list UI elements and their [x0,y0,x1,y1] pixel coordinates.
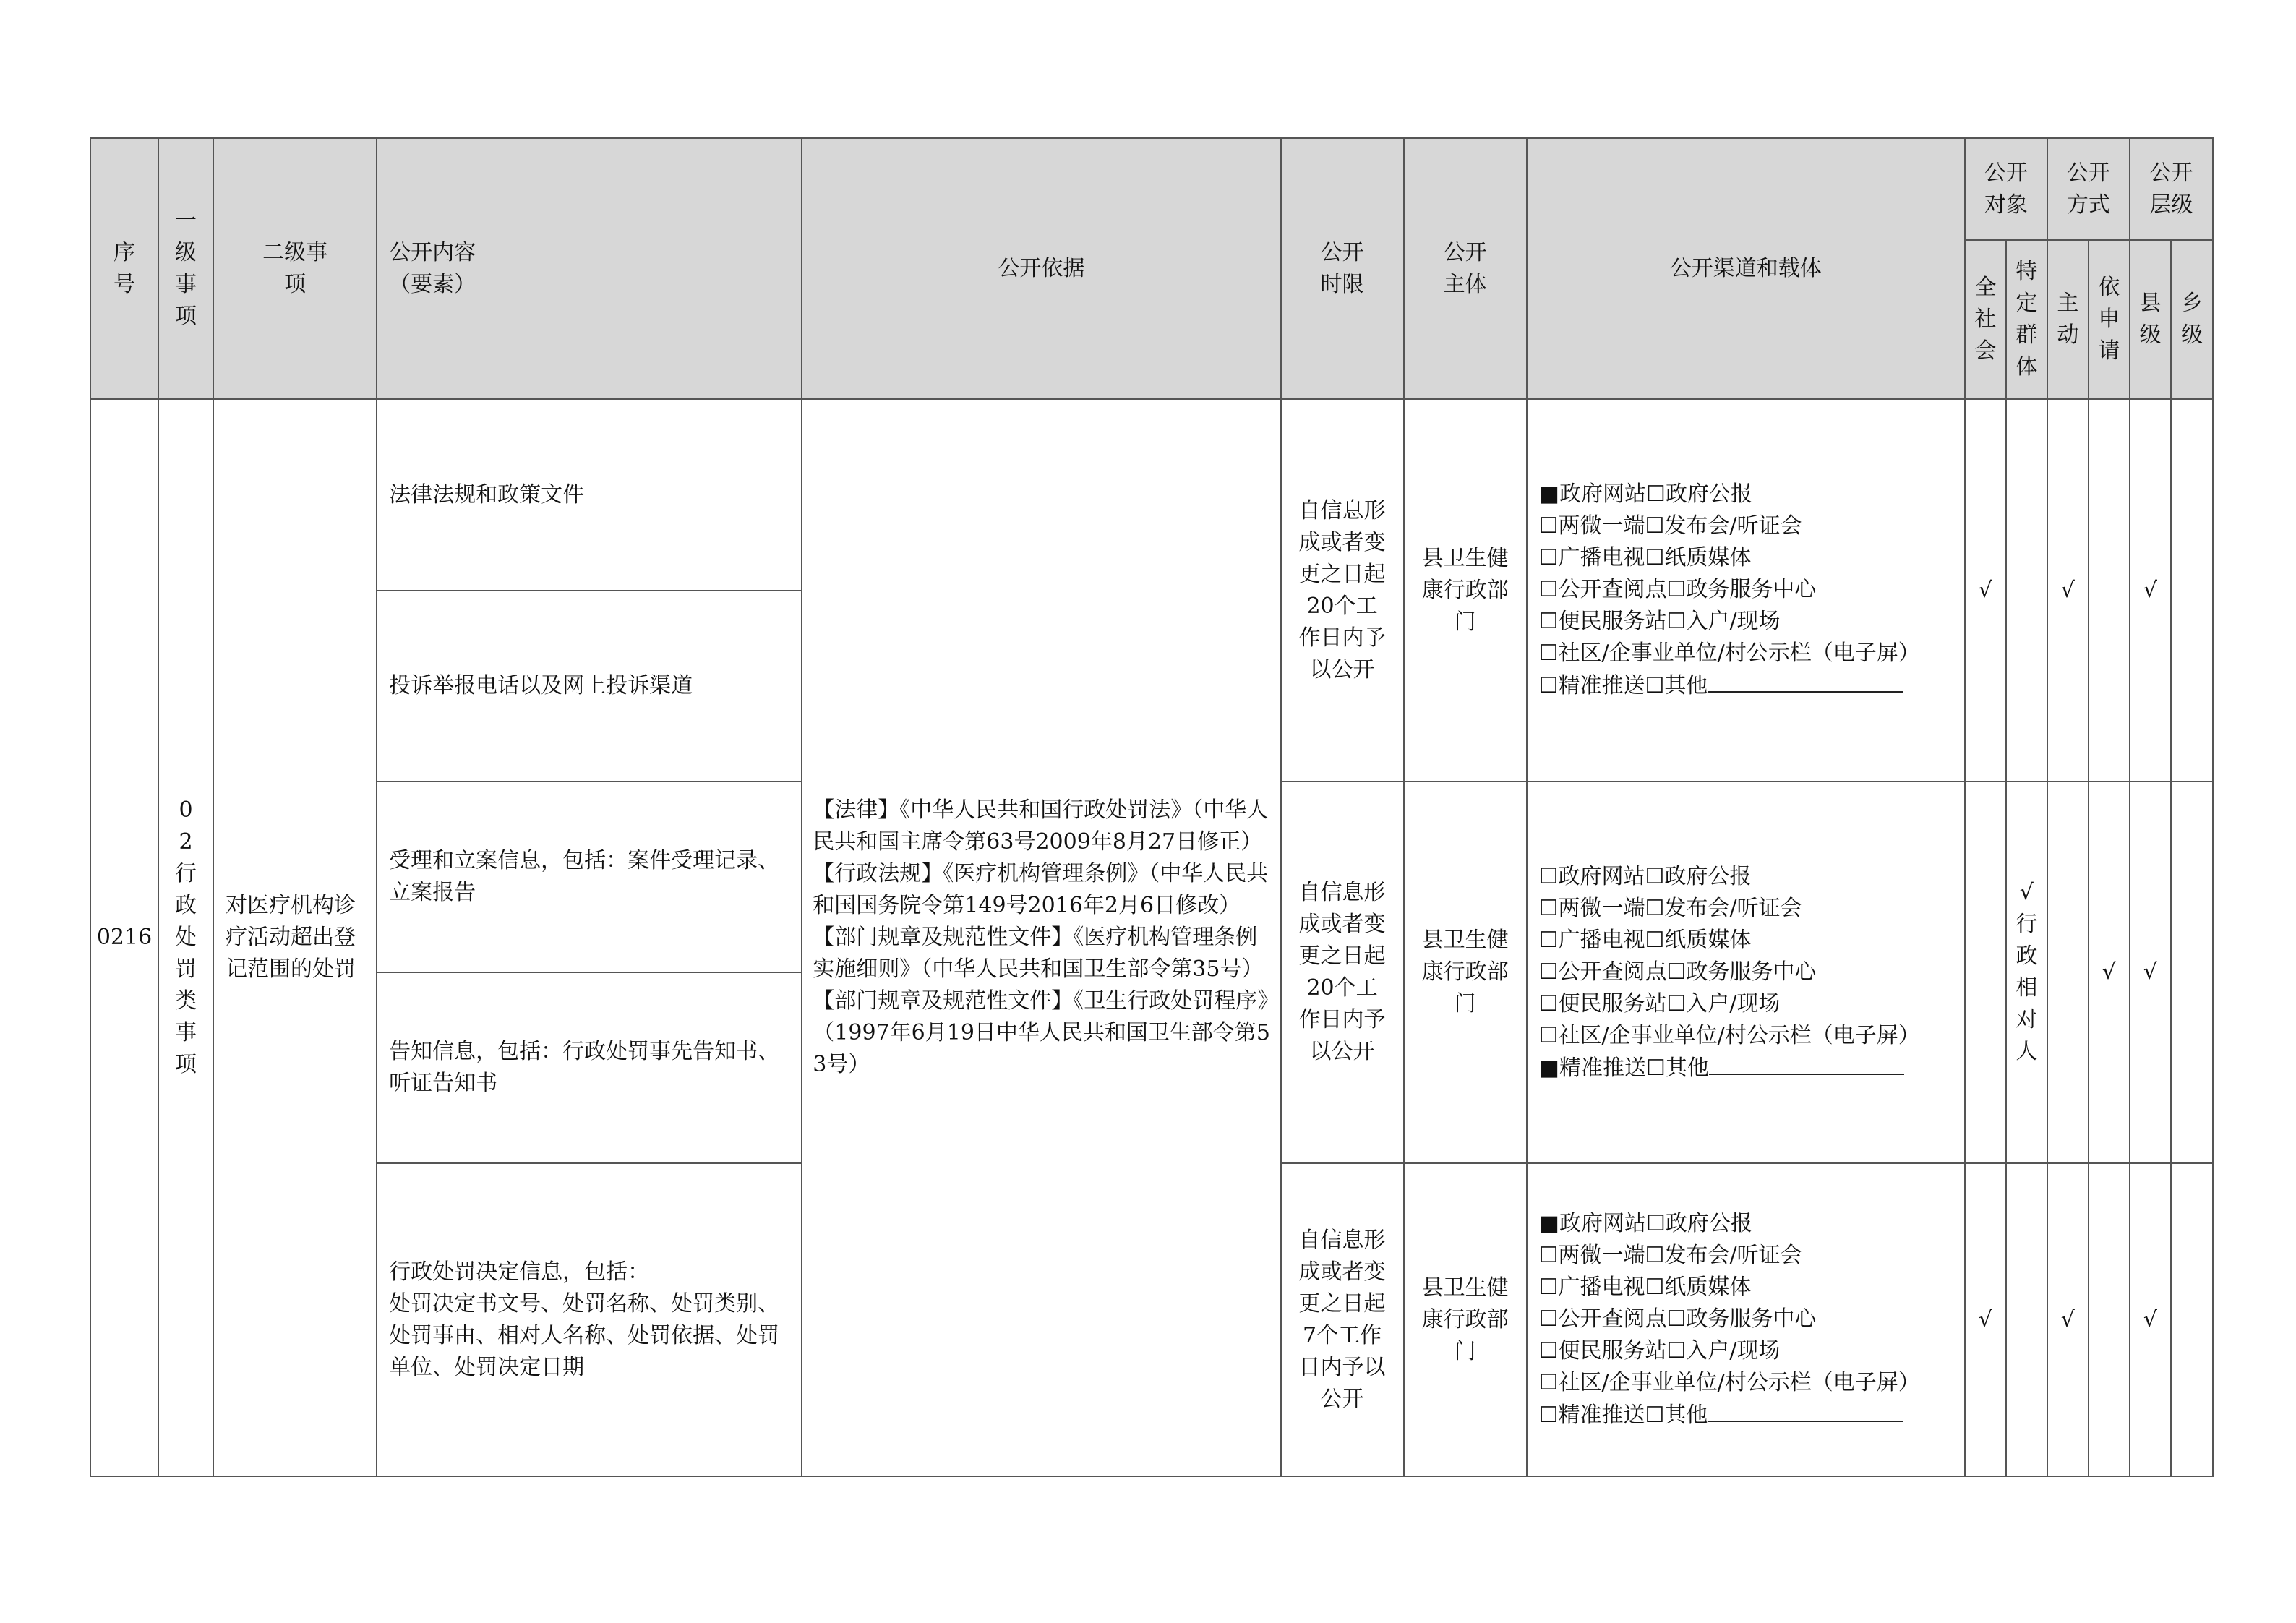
mark-method-apply [2089,1163,2130,1476]
mark-method-apply: √ [2089,781,2130,1163]
header-level-town: 乡级 [2171,240,2213,399]
basis-item: 【部门规章及规范性文件】《卫生行政处罚程序》（1997年6月19日中华人民共和国卫生部令第53号） [813,988,1270,1077]
fill-in-line [1709,1052,1904,1075]
time-limit: 自信息形成或者变更之日起20个工作日内予以公开 [1281,781,1404,1163]
header-level1: 一级事项 [158,138,213,399]
time-limit: 自信息形成或者变更之日起7个工作日内予以公开 [1281,1163,1404,1476]
header-level: 公开层级 [2130,138,2213,240]
subject: 县卫生健康行政部门 [1404,1163,1527,1476]
mark-level-county: √ [2130,399,2171,781]
mark-target-specific [2006,399,2047,781]
header-target-specific: 特定群体 [2006,240,2047,399]
header-channel: 公开渠道和载体 [1527,138,1965,399]
basis-item: 【法律】《中华人民共和国行政处罚法》（中华人民共和国主席令第63号2009年8月27日修正） [813,797,1269,855]
fill-in-line [1708,669,1903,693]
mark-target-specific [2006,1163,2047,1476]
header-target-all: 全社会 [1965,240,2006,399]
subject: 县卫生健康行政部门 [1404,399,1527,781]
record-basis [802,399,1280,1476]
mark-level-town [2171,399,2213,781]
header-method-apply: 依申请 [2089,240,2130,399]
mark-method-active: √ [2047,399,2089,781]
header-time-limit: 公开时限 [1281,138,1404,399]
mark-level-town [2171,781,2213,1163]
header-method: 公开方式 [2047,138,2130,240]
header-content: 公开内容（要素） [377,138,802,399]
subject: 县卫生健康行政部门 [1404,781,1527,1163]
content-item: 投诉举报电话以及网上投诉渠道 [377,591,802,781]
disclosure-table [90,137,2214,1477]
header-seq: 序号 [90,138,158,399]
content-item: 法律法规和政策文件 [377,399,802,591]
mark-method-active [2047,781,2089,1163]
mark-level-county: √ [2130,781,2171,1163]
mark-target-all [1965,781,2006,1163]
mark-method-apply [2089,399,2130,781]
basis-item: 【行政法规】《医疗机构管理条例》（中华人民共和国国务院令第149号2016年2月6日修改） [813,861,1269,918]
header-basis: 公开依据 [802,138,1280,399]
mark-target-all: √ [1965,399,2006,781]
record-seq: 0216 [90,399,158,1476]
mark-target-all: √ [1965,1163,2006,1476]
content-item-decision: 行政处罚决定信息，包括： 处罚决定书文号、处罚名称、处罚类别、处罚事由、相对人名称、处罚依据、处罚单位、处罚决定日期 [377,1163,802,1476]
header-subject: 公开主体 [1404,138,1527,399]
fill-in-line [1708,1399,1903,1422]
content-item: 告知信息，包括：行政处罚事先告知书、听证告知书 [377,972,802,1163]
record-level1: 02行政处罚类事项 [158,399,213,1476]
mark-level-town [2171,1163,2213,1476]
channel-list: ■政府网站☐政府公报 ☐两微一端☐发布会/听证会 ☐广播电视☐纸质媒体 ☐公开查阅点☐政务服务中心 ☐便民服务站☐入户/现场 ☐社区/企事业单位/村公示栏（电子屏） ☐精准推送☐其他 [1527,1163,1965,1476]
basis-item: 【部门规章及规范性文件】《医疗机构管理条例实施细则》（中华人民共和国卫生部令第35号） [813,925,1264,982]
channel-list: ■政府网站☐政府公报 ☐两微一端☐发布会/听证会 ☐广播电视☐纸质媒体 ☐公开查阅点☐政务服务中心 ☐便民服务站☐入户/现场 ☐社区/企事业单位/村公示栏（电子屏） ☐精准推送☐其他 [1527,399,1965,781]
header-level-county: 县级 [2130,240,2171,399]
header-level2: 二级事项 [213,138,377,399]
content-item: 受理和立案信息，包括：案件受理记录、立案报告 [377,781,802,972]
time-limit: 自信息形成或者变更之日起20个工作日内予以公开 [1281,399,1404,781]
mark-level-county: √ [2130,1163,2171,1476]
mark-method-active: √ [2047,1163,2089,1476]
channel-list: ☐政府网站☐政府公报 ☐两微一端☐发布会/听证会 ☐广播电视☐纸质媒体 ☐公开查阅点☐政务服务中心 ☐便民服务站☐入户/现场 ☐社区/企事业单位/村公示栏（电子屏） ■精准推送☐其他 [1527,781,1965,1163]
header-method-active: 主动 [2047,240,2089,399]
mark-target-specific: √行政相对人 [2006,781,2047,1163]
header-target: 公开对象 [1965,138,2047,240]
record-level2: 对医疗机构诊疗活动超出登记范围的处罚 [213,399,377,1476]
